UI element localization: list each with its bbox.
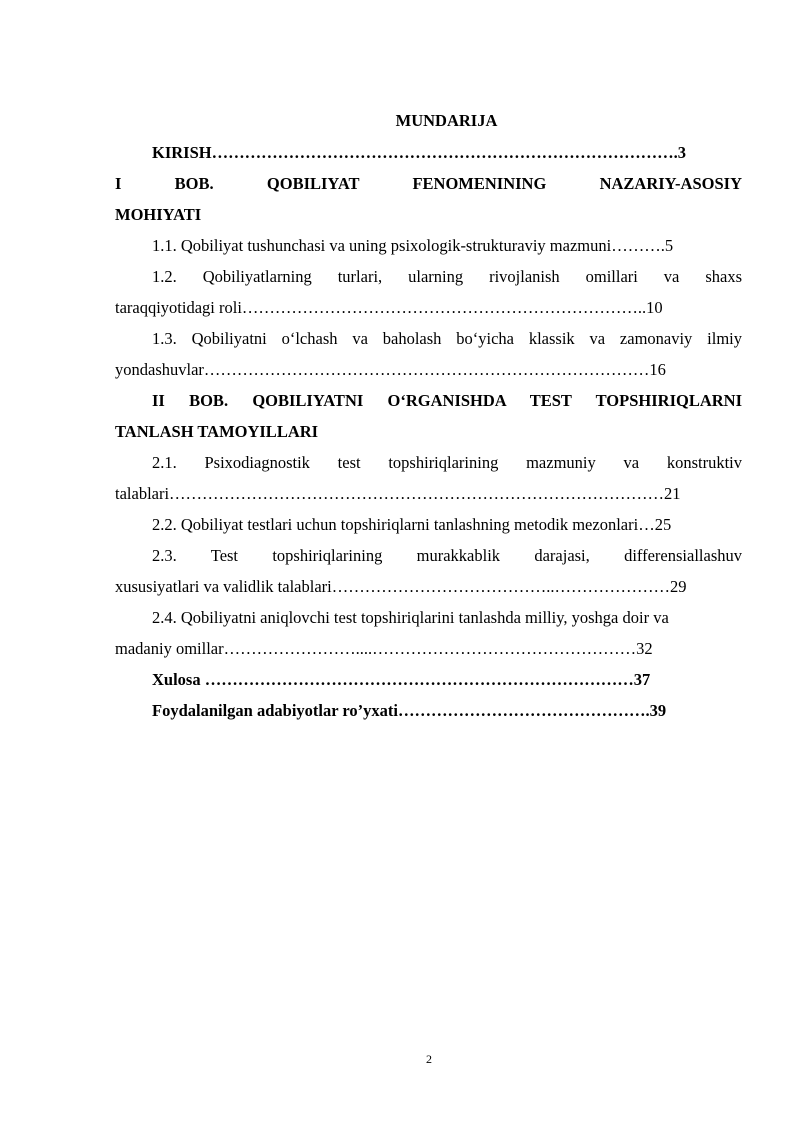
toc-entry-2-4-cont: madaniy omillar……………………....…………………………………………32 <box>115 639 653 658</box>
toc-entry-introduction: KIRISH………………………………………………………………………….3 <box>152 143 686 162</box>
toc-entry-1-1: 1.1. Qobiliyat tushunchasi va uning psixologik-strukturaviy mazmuni……….5 <box>152 236 674 255</box>
toc-entry-2-3: 2.3. Test topshiriqlarining murakkablik darajasi, differensiallashuv <box>152 546 742 565</box>
toc-entry-conclusion: Xulosa ……………………………………………………………………37 <box>152 670 651 689</box>
page-number: 2 <box>426 1052 432 1066</box>
toc-chapter-1-heading: I BOB. QOBILIYAT FENOMENINING NAZARIY-ASOSIY <box>115 174 742 193</box>
toc-entry-2-2: 2.2. Qobiliyat testlari uchun topshiriqlarni tanlashning metodik mezonlari…25 <box>152 515 672 534</box>
toc-entry-1-2-cont: taraqqiyotidagi roli………………………………………………………………..10 <box>115 298 663 317</box>
toc-chapter-2-heading: II BOB. QOBILIYATNI O‘RGANISHDA TEST TOPSHIRIQLARNI <box>152 391 742 410</box>
toc-entry-1-2: 1.2. Qobiliyatlarning turlari, ularning rivojlanish omillari va shaxs <box>152 267 742 286</box>
table-of-contents <box>115 108 742 726</box>
toc-chapter-1-heading-cont: MOHIYATI <box>115 205 202 224</box>
toc-entry-1-3: 1.3. Qobiliyatni o‘lchash va baholash bo‘yicha klassik va zamonaviy ilmiy <box>152 329 742 348</box>
toc-chapter-2-heading-cont: TANLASH TAMOYILLARI <box>115 422 319 441</box>
toc-entry-2-3-cont: xususiyatlari va validlik talablari…………………………………..…………………29 <box>115 577 687 596</box>
toc-title: MUNDARIJA <box>395 111 498 130</box>
toc-entry-references: Foydalanilgan adabiyotlar ro’yxati……………………………………….39 <box>152 701 667 720</box>
toc-entry-2-4: 2.4. Qobiliyatni aniqlovchi test topshiriqlarini tanlashda milliy, yoshga doir va <box>152 608 669 627</box>
toc-entry-1-3-cont: yondashuvlar………………………………………………………………………16 <box>115 360 666 379</box>
toc-entry-2-1: 2.1. Psixodiagnostik test topshiriqlarining mazmuniy va konstruktiv <box>152 453 742 472</box>
toc-entry-2-1-cont: talablari………………………………………………………………………………21 <box>115 484 681 503</box>
